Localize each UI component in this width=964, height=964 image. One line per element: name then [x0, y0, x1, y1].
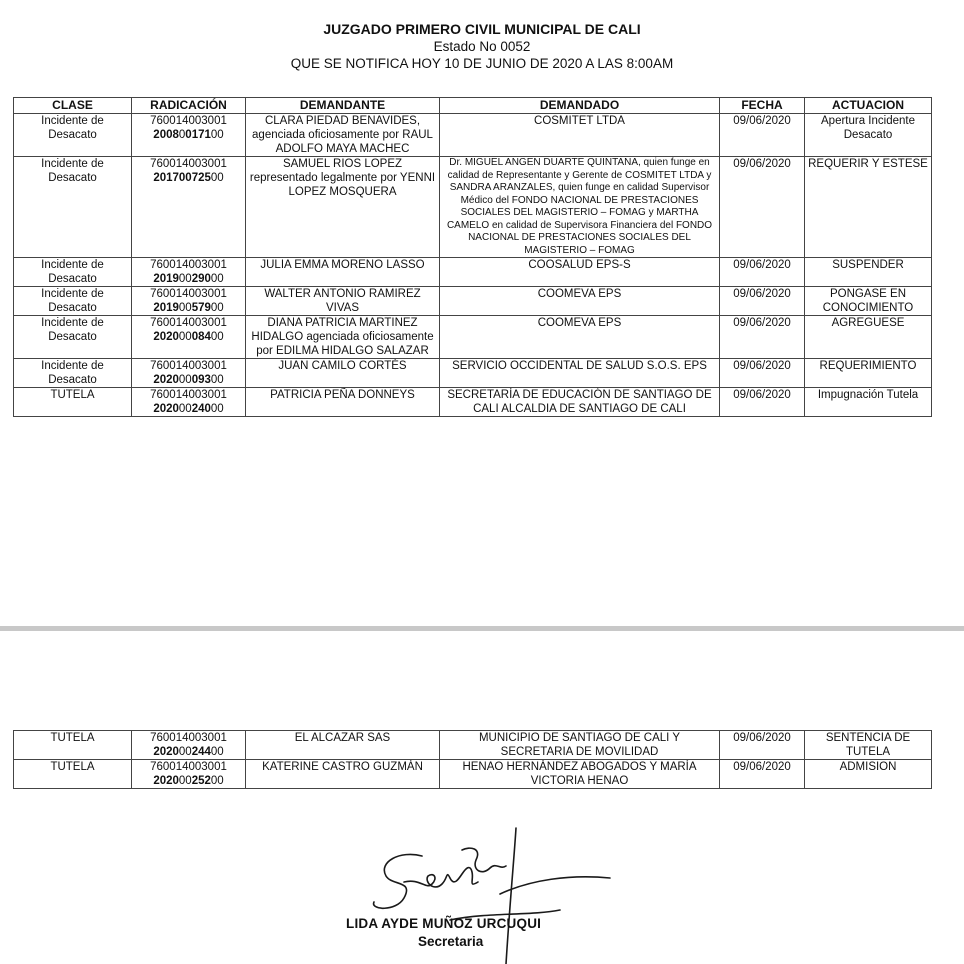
- cell-actuacion: REQUERIR Y ESTESE: [805, 157, 932, 258]
- radicacion-part: 00: [210, 129, 224, 141]
- page-divider: [0, 626, 964, 631]
- table-row: [14, 287, 932, 316]
- cell-clase: Incidente de Desacato: [14, 316, 132, 359]
- radicacion-number: [153, 172, 223, 184]
- cell-fecha: 09/06/2020: [720, 157, 805, 258]
- notice-table-continued: [13, 730, 932, 789]
- cell-demandante: PATRICIA PEÑA DONNEYS: [246, 388, 440, 417]
- cell-clase: Incidente de Desacato: [14, 258, 132, 287]
- radicacion-part: 00: [178, 403, 192, 415]
- cell-fecha: 09/06/2020: [720, 731, 805, 760]
- cell-radicacion: [132, 287, 246, 316]
- cell-radicacion: [132, 359, 246, 388]
- radicacion-part: 00: [178, 374, 192, 386]
- radicacion-part: 2020: [153, 374, 179, 386]
- radicacion-prefix: 760014003001: [150, 761, 227, 773]
- radicacion-part: 2019: [153, 302, 179, 314]
- table-row: [14, 157, 932, 258]
- radicacion-prefix: 760014003001: [150, 158, 227, 170]
- notification-line: QUE SE NOTIFICA HOY 10 DE JUNIO DE 2020 A LAS 8:00AM: [290, 56, 674, 71]
- radicacion-number: [153, 331, 223, 343]
- cell-actuacion: SENTENCIA DE TUTELA: [805, 731, 932, 760]
- cell-demandado: COOMEVA EPS: [440, 316, 720, 359]
- cell-actuacion: Apertura Incidente Desacato: [805, 114, 932, 157]
- radicacion-part: 0: [178, 129, 186, 141]
- radicacion-part: 244: [191, 746, 211, 758]
- table-row: [14, 388, 932, 417]
- radicacion-part: 252: [191, 775, 211, 787]
- table-row: [14, 316, 932, 359]
- cell-clase: Incidente de Desacato: [14, 157, 132, 258]
- cell-demandado: COOSALUD EPS-S: [440, 258, 720, 287]
- cell-demandante: DIANA PATRICIA MARTINEZ HIDALGO agenciada oficiosamente por EDILMA HIDALGO SALAZAR: [246, 316, 440, 359]
- cell-radicacion: [132, 157, 246, 258]
- radicacion-part: 00: [210, 746, 224, 758]
- cell-actuacion: PONGASE EN CONOCIMIENTO: [805, 287, 932, 316]
- radicacion-prefix: 760014003001: [150, 259, 227, 271]
- cell-clase: TUTELA: [14, 388, 132, 417]
- radicacion-prefix: 760014003001: [150, 288, 227, 300]
- radicacion-part: 2020: [153, 331, 179, 343]
- cell-actuacion: AGREGUESE: [805, 316, 932, 359]
- radicacion-part: 00: [210, 172, 224, 184]
- column-header-demandante: DEMANDANTE: [246, 98, 440, 114]
- radicacion-number: [153, 273, 223, 285]
- radicacion-part: 00: [178, 746, 192, 758]
- cell-demandante: SAMUEL RIOS LOPEZ representado legalmente por YENNI LOPEZ MOSQUERA: [246, 157, 440, 258]
- cell-fecha: 09/06/2020: [720, 114, 805, 157]
- cell-radicacion: [132, 388, 246, 417]
- radicacion-prefix: 760014003001: [150, 115, 227, 127]
- radicacion-part: 084: [191, 331, 211, 343]
- cell-demandado: COSMITET LTDA: [440, 114, 720, 157]
- court-name: JUZGADO PRIMERO CIVIL MUNICIPAL DE CALI: [323, 21, 641, 37]
- table-header-row: [14, 98, 932, 114]
- radicacion-part: 00: [210, 403, 224, 415]
- cell-fecha: 09/06/2020: [720, 760, 805, 789]
- column-header-fecha: FECHA: [720, 98, 805, 114]
- radicacion-prefix: 760014003001: [150, 360, 227, 372]
- radicacion-part: 2017: [153, 172, 179, 184]
- radicacion-part: 579: [191, 302, 211, 314]
- table-row: [14, 359, 932, 388]
- cell-actuacion: SUSPENDER: [805, 258, 932, 287]
- radicacion-number: [153, 302, 223, 314]
- column-header-radicacion: RADICACIÓN: [132, 98, 246, 114]
- cell-fecha: 09/06/2020: [720, 388, 805, 417]
- radicacion-part: 00: [210, 302, 224, 314]
- signer-role: Secretaria: [418, 934, 484, 949]
- cell-clase: Incidente de Desacato: [14, 287, 132, 316]
- radicacion-part: 093: [191, 374, 211, 386]
- cell-demandado: COOMEVA EPS: [440, 287, 720, 316]
- cell-clase: Incidente de Desacato: [14, 359, 132, 388]
- cell-fecha: 09/06/2020: [720, 359, 805, 388]
- cell-demandado: HENAO HERNÁNDEZ ABOGADOS Y MARÍA VICTORIA HENAO: [440, 760, 720, 789]
- radicacion-part: 00: [210, 374, 224, 386]
- cell-demandante: JUAN CAMILO CORTÉS: [246, 359, 440, 388]
- cell-radicacion: [132, 731, 246, 760]
- cell-clase: TUTELA: [14, 731, 132, 760]
- radicacion-part: 2008: [153, 129, 179, 141]
- cell-demandado: SERVICIO OCCIDENTAL DE SALUD S.O.S. EPS: [440, 359, 720, 388]
- cell-clase: TUTELA: [14, 760, 132, 789]
- table-row: [14, 258, 932, 287]
- cell-demandante: EL ALCAZAR SAS: [246, 731, 440, 760]
- radicacion-part: 240: [191, 403, 211, 415]
- radicacion-part: 2019: [153, 273, 179, 285]
- radicacion-prefix: 760014003001: [150, 317, 227, 329]
- cell-demandado: Dr. MIGUEL ANGEN DUARTE QUINTANA, quien funge en calidad de Representante y Gerente de COSMITET LTDA y SANDRA ARANZALES, quien funge en calidad Supervisor Médico del FONDO NACIONAL DE PRESTACIONES SOCIALES DEL MAGISTERIO – FOMAG y MARTHA CAMELO en calidad de Supervisora Financiera del FONDO NACIONAL DE PRESTACIONES SOCIALES DEL MAGISTERIO – FOMAG: [440, 157, 720, 258]
- radicacion-part: 00725: [178, 172, 211, 184]
- radicacion-part: 00: [178, 302, 192, 314]
- cell-actuacion: Impugnación Tutela: [805, 388, 932, 417]
- radicacion-part: 2020: [153, 775, 179, 787]
- table-row: [14, 731, 932, 760]
- table-row: [14, 760, 932, 789]
- radicacion-part: 00: [210, 273, 224, 285]
- cell-radicacion: [132, 316, 246, 359]
- radicacion-number: [153, 129, 223, 141]
- cell-radicacion: [132, 258, 246, 287]
- estado-number: Estado No 0052: [433, 39, 531, 54]
- cell-actuacion: REQUERIMIENTO: [805, 359, 932, 388]
- column-header-actuacion: ACTUACION: [805, 98, 932, 114]
- cell-demandante: JULIA EMMA MORENO LASSO: [246, 258, 440, 287]
- radicacion-part: 00: [178, 775, 192, 787]
- radicacion-part: 00: [178, 273, 192, 285]
- radicacion-prefix: 760014003001: [150, 732, 227, 744]
- cell-fecha: 09/06/2020: [720, 287, 805, 316]
- cell-actuacion: ADMISION: [805, 760, 932, 789]
- radicacion-part: 2020: [153, 403, 179, 415]
- cell-radicacion: [132, 760, 246, 789]
- column-header-clase: CLASE: [14, 98, 132, 114]
- notice-table: [13, 97, 932, 417]
- radicacion-number: [153, 374, 223, 386]
- cell-demandante: CLARA PIEDAD BENAVIDES, agenciada oficiosamente por RAUL ADOLFO MAYA MACHEC: [246, 114, 440, 157]
- cell-radicacion: [132, 114, 246, 157]
- document-header: [0, 20, 964, 72]
- cell-fecha: 09/06/2020: [720, 316, 805, 359]
- radicacion-number: [153, 775, 223, 787]
- radicacion-part: 290: [191, 273, 211, 285]
- cell-demandado: SECRETARÍA DE EDUCACIÓN DE SANTIAGO DE CALI ALCALDIA DE SANTIAGO DE CALI: [440, 388, 720, 417]
- radicacion-part: 0171: [185, 129, 211, 141]
- cell-demandante: WALTER ANTONIO RAMIREZ VIVAS: [246, 287, 440, 316]
- radicacion-prefix: 760014003001: [150, 389, 227, 401]
- radicacion-part: 00: [210, 775, 224, 787]
- cell-clase: Incidente de Desacato: [14, 114, 132, 157]
- radicacion-part: 00: [210, 331, 224, 343]
- radicacion-number: [153, 403, 223, 415]
- cell-demandado: MUNICIPIO DE SANTIAGO DE CALI Y SECRETARIA DE MOVILIDAD: [440, 731, 720, 760]
- cell-demandante: KATERINE CASTRO GUZMÁN: [246, 760, 440, 789]
- signature-block: [330, 820, 630, 964]
- signer-name: LIDA AYDE MUÑOZ URCUQUI: [346, 916, 542, 931]
- radicacion-part: 00: [178, 331, 192, 343]
- cell-fecha: 09/06/2020: [720, 258, 805, 287]
- radicacion-part: 2020: [153, 746, 179, 758]
- radicacion-number: [153, 746, 223, 758]
- column-header-demandado: DEMANDADO: [440, 98, 720, 114]
- table-row: [14, 114, 932, 157]
